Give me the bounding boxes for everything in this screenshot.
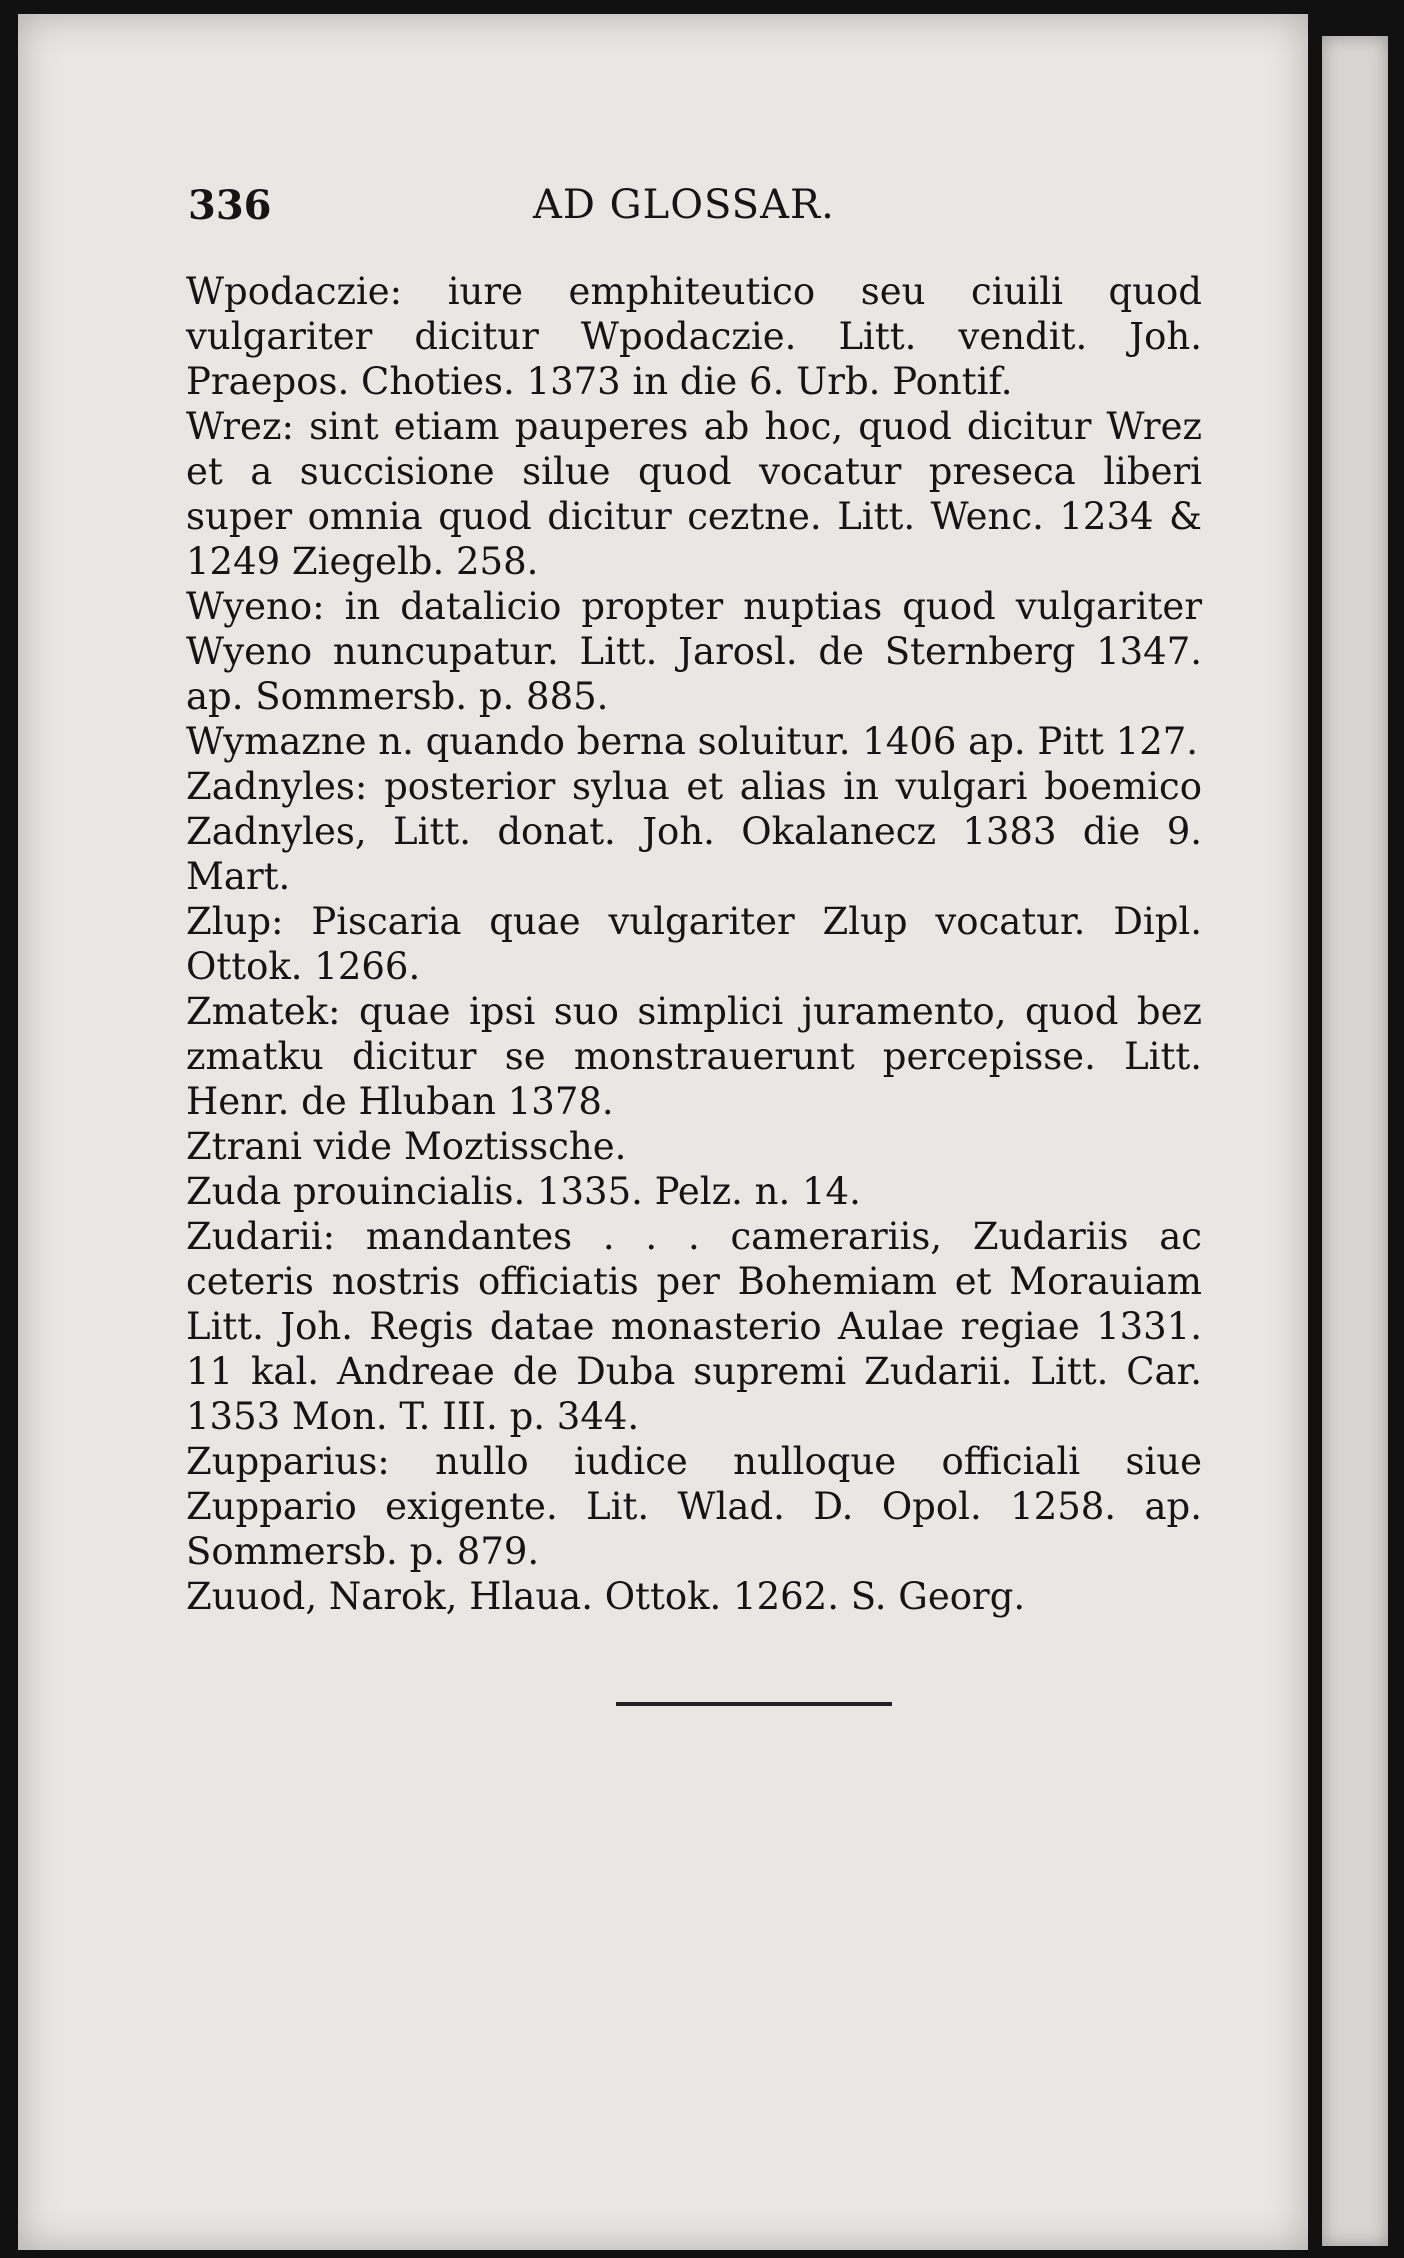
glossary-entry-zuuod: Zuuod, Narok, Hlaua. Ottok. 1262. S. Georg. <box>186 1575 1026 1618</box>
glossary-entry-wrez: Wrez: sint etiam pauperes ab hoc, quod dicitur Wrez et a succisione silue quod vocatur preseca liberi super omnia quod dicitur ceztne. Litt. Wenc. 1234 & 1249 Ziegelb. 258. <box>186 405 1202 583</box>
glossary-entry-zupparius: Zupparius: nullo iudice nulloque officiali siue Zuppario exigente. Lit. Wlad. D. Opol. 1258. ap. Sommersb. p. 879. <box>186 1440 1202 1573</box>
glossary-entry-wyeno: Wyeno: in datalicio propter nuptias quod vulgariter Wyeno nuncupatur. Litt. Jarosl. de Sternberg 1347. ap. Sommersb. p. 885. <box>186 585 1202 718</box>
adjacent-page-edge <box>1322 36 1388 2246</box>
glossary-entry-wpodaczie: Wpodaczie: iure emphiteutico seu ciuili quod vulgariter dicitur Wpodaczie. Litt. vendit. Joh. Praepos. Choties. 1373 in die 6. Urb. Pontif. <box>186 270 1202 403</box>
running-head: AD GLOSSAR. <box>533 182 835 228</box>
glossary-entry-ztrani: Ztrani vide Moztissche. <box>186 1125 627 1168</box>
glossary-entry-zudarii: Zudarii: mandantes . . . camerariis, Zudariis ac ceteris nostris officiatis per Bohemiam et Morauiam Litt. Joh. Regis datae monasterio Aulae regiae 1331. 11 kal. Andreae de Duba supremi Zudarii. Litt. Car. 1353 Mon. T. III. p. 344. <box>186 1215 1202 1438</box>
page-header <box>168 182 1188 242</box>
book-page <box>18 14 1308 2250</box>
end-rule <box>616 1702 892 1706</box>
glossary-entry-zadnyles: Zadnyles: posterior sylua et alias in vulgari boemico Zadnyles, Litt. donat. Joh. Okalanecz 1383 die 9. Mart. <box>186 765 1202 898</box>
page-number: 336 <box>188 182 272 229</box>
glossary-entry-zlup: Zlup: Piscaria quae vulgariter Zlup vocatur. Dipl. Ottok. 1266. <box>186 900 1202 988</box>
glossary-entry-zuda: Zuda prouincialis. 1335. Pelz. n. 14. <box>186 1170 861 1213</box>
glossary-entry-zmatek: Zmatek: quae ipsi suo simplici juramento, quod bez zmatku dicitur se monstrauerunt percepisse. Litt. Henr. de Hluban 1378. <box>186 990 1202 1123</box>
glossary-entries <box>186 269 1202 1619</box>
glossary-entry-wymazne: Wymazne n. quando berna soluitur. 1406 ap. Pitt 127. <box>186 720 1199 763</box>
